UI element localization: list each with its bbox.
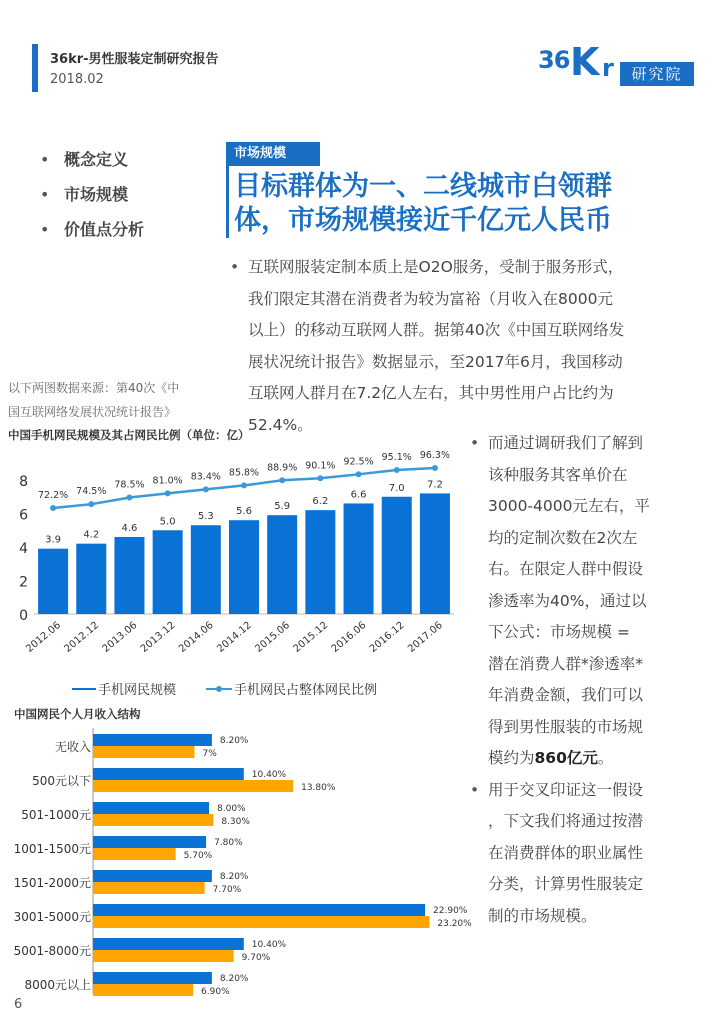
ratio-label: 90.1% xyxy=(305,460,336,472)
ratio-point xyxy=(241,482,247,488)
bar-value-label: 5.0 xyxy=(159,516,176,528)
section-nav xyxy=(40,146,144,251)
bar-value-label: 7.0 xyxy=(388,482,405,494)
ratio-label: 81.0% xyxy=(152,475,183,487)
bar-series-1 xyxy=(93,802,209,814)
bar-value-label: 6.6 xyxy=(350,489,367,501)
bar-series-1 xyxy=(93,734,212,746)
bar-value-label: 5.6 xyxy=(236,506,252,518)
ratio-point xyxy=(126,495,132,501)
logo-research-box: 研究院 xyxy=(620,62,694,86)
ratio-point xyxy=(279,477,285,483)
headline-accent-line xyxy=(226,166,229,238)
bar xyxy=(305,510,335,614)
side-paragraph xyxy=(470,428,670,932)
side-line: • 用于交叉印证这一假设 xyxy=(470,780,644,799)
chart2-title: 中国网民个人月收入结构 xyxy=(14,707,141,721)
bar-label-1: 10.40% xyxy=(251,770,287,780)
bar-series-2 xyxy=(93,814,213,826)
ratio-label: 85.8% xyxy=(228,467,260,479)
ratio-point xyxy=(88,501,94,507)
bar-series-2 xyxy=(93,848,176,860)
x-tick-label: 2014.06 xyxy=(176,619,216,655)
category-label: 3001-5000元 xyxy=(13,910,91,924)
bar-label-1: 8.20% xyxy=(219,736,249,746)
bar xyxy=(114,537,144,614)
bar-value-label: 6.2 xyxy=(312,496,329,508)
bar-label-2: 8.30% xyxy=(221,817,250,827)
legend-bar-label: 手机网民规模 xyxy=(98,683,177,698)
bar-label-1: 7.80% xyxy=(214,838,243,848)
bar-series-1 xyxy=(93,972,212,984)
intro-paragraph: • 互联网服装定制本质上是O2O服务，受制于服务形式， 我们限定其潜在消费者为较为富裕（月收入在8000元 以上）的移动互联网人群。据第40次《中国互联网络发 展状况统计报告》数据显示，至2017年6月，我国移动 互联网人群月在7.2亿人左右，其中男性用户占比约为 52.4%。 xyxy=(230,258,625,434)
ratio-label: 74.5% xyxy=(76,486,107,498)
category-label: 1001-1500元 xyxy=(13,842,91,856)
x-tick-label: 2015.06 xyxy=(253,619,293,655)
bar-value-label: 5.3 xyxy=(197,511,214,523)
bar-label-2: 23.20% xyxy=(437,919,472,929)
ratio-label: 83.4% xyxy=(190,471,221,483)
bar-series-2 xyxy=(93,882,205,894)
bar-value-label: 5.9 xyxy=(274,501,291,513)
side-line: 右。在限定人群中假设 xyxy=(488,560,644,578)
side-line: 渗透率为40%，通过以 xyxy=(488,591,647,610)
bar-label-2: 7% xyxy=(202,749,217,759)
report-date: 2018.02 xyxy=(50,72,104,87)
bar-label-2: 13.80% xyxy=(301,783,336,793)
ratio-label: 96.3% xyxy=(419,450,451,461)
header-accent-bar xyxy=(32,44,38,92)
ratio-point xyxy=(50,505,56,511)
nav-item-market[interactable]: • 市场规模 xyxy=(40,185,129,204)
y-tick-label: 0 xyxy=(19,608,28,624)
x-tick-label: 2017.06 xyxy=(406,619,445,655)
side-line: 得到男性服装的市场规 xyxy=(488,717,644,736)
y-tick-label: 8 xyxy=(19,474,28,490)
bar-series-2 xyxy=(93,746,195,758)
side-line: 潜在消费人群*渗透率* xyxy=(488,654,644,673)
bar-label-2: 5.70% xyxy=(183,851,213,861)
category-label: 1501-2000元 xyxy=(13,876,91,890)
bar xyxy=(191,525,221,614)
bar-label-2: 7.70% xyxy=(212,885,242,895)
side-line: 制的市场规模。 xyxy=(488,906,597,925)
legend-line-label: 手机网民占整体网民比例 xyxy=(234,683,378,698)
y-tick-label: 2 xyxy=(19,574,28,591)
x-tick-label: 2015.12 xyxy=(291,619,331,655)
logo-k: K xyxy=(570,40,600,84)
ratio-label: 78.5% xyxy=(114,479,145,491)
logo-r: r xyxy=(602,54,614,82)
36kr-logo xyxy=(538,40,694,88)
x-tick-label: 2013.06 xyxy=(100,619,140,655)
ratio-point xyxy=(165,490,171,496)
x-tick-label: 2016.12 xyxy=(367,619,407,655)
income-structure-chart xyxy=(0,724,480,1000)
side-line: ，下文我们将通过按潜 xyxy=(488,812,644,830)
ratio-label: 88.9% xyxy=(267,462,298,474)
side-line: 在消费群体的职业属性 xyxy=(488,843,644,862)
category-label: 无收入 xyxy=(54,740,91,754)
mobile-users-chart xyxy=(0,440,462,702)
side-line: • 而通过调研我们了解到 xyxy=(470,434,644,452)
bar xyxy=(76,544,106,614)
x-tick-label: 2012.12 xyxy=(62,619,102,655)
bar-series-2 xyxy=(93,950,234,962)
bar-label-1: 10.40% xyxy=(251,940,287,950)
category-label: 500元以下 xyxy=(32,774,91,788)
page-number: 6 xyxy=(14,997,23,1012)
x-tick-label: 2013.12 xyxy=(138,619,178,655)
bar xyxy=(38,549,68,614)
bar-label-2: 9.70% xyxy=(241,953,271,963)
bar-label-1: 8.20% xyxy=(219,974,249,984)
legend-line-marker xyxy=(216,686,222,692)
bar-label-1: 22.90% xyxy=(433,906,468,916)
bar-value-label: 4.2 xyxy=(83,529,100,541)
bar-value-label: 3.9 xyxy=(45,534,62,546)
y-tick-label: 6 xyxy=(19,507,28,524)
market-size-value: 860亿元 xyxy=(534,749,598,767)
chart1-title: 中国手机网民规模及其占网民比例（单位：亿） xyxy=(8,428,250,442)
bar-series-1 xyxy=(93,836,206,848)
bar-label-1: 8.00% xyxy=(217,804,246,814)
bar xyxy=(267,515,297,614)
side-line: 该种服务其客单价在 xyxy=(488,465,628,484)
bar-label-2: 6.90% xyxy=(201,987,230,997)
category-label: 8000元以上 xyxy=(24,978,91,992)
bar-series-1 xyxy=(93,768,244,780)
bar xyxy=(382,497,412,614)
bar-value-label: 4.6 xyxy=(121,522,138,534)
x-tick-label: 2014.12 xyxy=(215,619,254,655)
report-title: 36kr-男性服装定制研究报告 xyxy=(50,52,219,67)
ratio-point xyxy=(432,465,438,471)
side-line: 模约为860亿元。 xyxy=(488,749,614,767)
bar-label-1: 8.20% xyxy=(219,872,249,882)
bar xyxy=(153,530,183,614)
ratio-point xyxy=(203,486,209,492)
nav-item-concept[interactable]: • 概念定义 xyxy=(40,150,129,169)
y-tick-label: 4 xyxy=(19,541,28,557)
bar-series-1 xyxy=(93,870,212,882)
side-line: 分类，计算男性服装定 xyxy=(488,875,644,893)
ratio-point xyxy=(394,467,400,473)
category-label: 501-1000元 xyxy=(21,808,91,822)
bar-value-label: 7.2 xyxy=(426,479,443,491)
bar-series-2 xyxy=(93,916,429,928)
section-headline: 目标群体为一、二线城市白领群 体，市场规模接近千亿元人民币 xyxy=(234,171,612,236)
ratio-point xyxy=(356,471,362,477)
side-line: 3000-4000元左右，平 xyxy=(488,497,650,515)
nav-item-value[interactable]: • 价值点分析 xyxy=(40,220,145,239)
x-tick-label: 2012.06 xyxy=(24,619,64,655)
section-tag: 市场规模 xyxy=(226,142,320,166)
bar xyxy=(344,503,374,614)
bar-series-2 xyxy=(93,780,293,792)
bar-series-1 xyxy=(93,938,244,950)
ratio-label: 92.5% xyxy=(343,456,374,468)
logo-36: 36 xyxy=(538,46,570,74)
bar-series-2 xyxy=(93,984,193,996)
bar-series-1 xyxy=(93,904,425,916)
category-label: 5001-8000元 xyxy=(13,944,91,958)
ratio-label: 72.2% xyxy=(37,490,69,501)
side-line: 下公式：市场规模 = xyxy=(488,623,630,641)
bar xyxy=(420,493,450,614)
side-line: 均的定制次数在2次左 xyxy=(488,528,638,547)
source-note: 以下两图数据来源：第40次《中 国互联网络发展状况统计报告》 xyxy=(8,381,180,419)
bar xyxy=(229,520,259,614)
side-line: 年消费金额，我们可以 xyxy=(488,686,644,704)
ratio-label: 95.1% xyxy=(381,451,412,463)
x-tick-label: 2016.06 xyxy=(329,619,369,655)
ratio-point xyxy=(317,475,323,481)
